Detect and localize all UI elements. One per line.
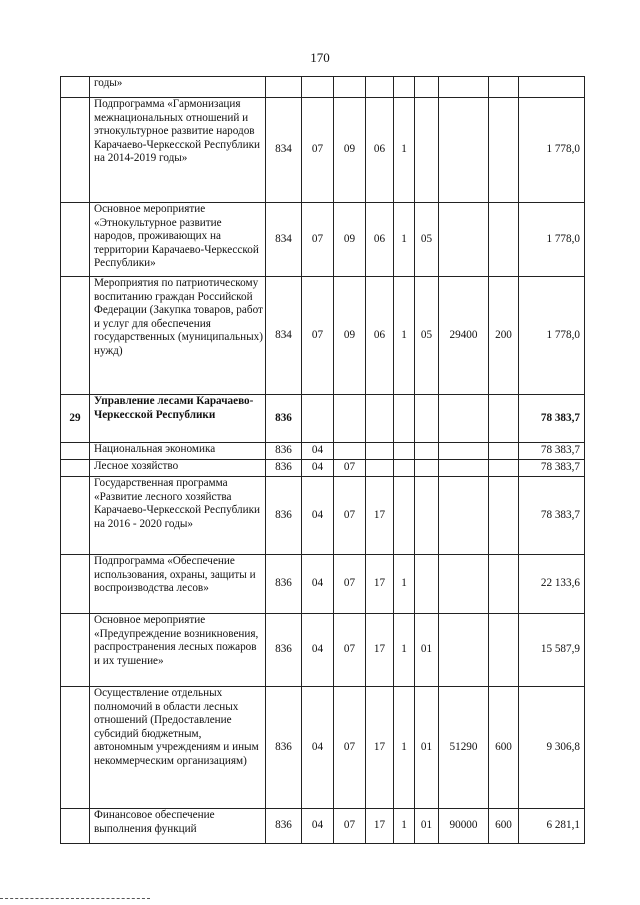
expense-type-code-cell — [489, 477, 519, 555]
subprogram-code-cell: 1 — [394, 277, 415, 395]
table-row — [61, 477, 585, 555]
subsection-code-cell: 09 — [334, 203, 366, 277]
direction-code-cell — [439, 614, 489, 687]
program-code-cell: 06 — [366, 277, 394, 395]
section-code-cell: 04 — [302, 555, 334, 614]
subprogram-code-cell — [394, 443, 415, 460]
ved-code-cell: 836 — [266, 687, 302, 809]
section-code-cell: 07 — [302, 203, 334, 277]
row-name-cell: Мероприятия по патриотическому воспитанию граждан Российской Федерации (Закупка товаров, работ и услуг для обеспечения государственных (муниципальных) нужд) — [90, 277, 266, 395]
direction-code-cell — [439, 98, 489, 203]
table-row — [61, 460, 585, 477]
row-number-cell — [61, 687, 90, 809]
program-code-cell: 17 — [366, 614, 394, 687]
section-code-cell: 07 — [302, 98, 334, 203]
expense-type-code-cell — [489, 443, 519, 460]
amount-cell: 1 778,0 — [519, 277, 585, 395]
ved-code-cell: 836 — [266, 395, 302, 443]
subprogram-code-cell — [394, 77, 415, 98]
expense-type-code-cell — [489, 203, 519, 277]
expense-type-code-cell — [489, 395, 519, 443]
section-code-cell: 04 — [302, 477, 334, 555]
program-code-cell — [366, 443, 394, 460]
expense-type-code-cell — [489, 77, 519, 98]
row-name-cell: Подпрограмма «Обеспечение использования, охраны, защиты и воспроизводства лесов» — [90, 555, 266, 614]
subsection-code-cell — [334, 395, 366, 443]
ved-code-cell: 836 — [266, 809, 302, 844]
direction-code-cell: 29400 — [439, 277, 489, 395]
amount-cell: 78 383,7 — [519, 460, 585, 477]
row-number-cell — [61, 203, 90, 277]
direction-code-cell: 51290 — [439, 687, 489, 809]
table-row — [61, 98, 585, 203]
measure-code-cell: 01 — [415, 809, 439, 844]
section-code-cell: 04 — [302, 687, 334, 809]
table-row — [61, 203, 585, 277]
amount-cell: 6 281,1 — [519, 809, 585, 844]
ved-code-cell: 836 — [266, 443, 302, 460]
table-row — [61, 77, 585, 98]
ved-code-cell: 834 — [266, 203, 302, 277]
measure-code-cell: 01 — [415, 614, 439, 687]
expense-type-code-cell: 600 — [489, 809, 519, 844]
direction-code-cell: 90000 — [439, 809, 489, 844]
amount-cell — [519, 77, 585, 98]
subprogram-code-cell: 1 — [394, 687, 415, 809]
direction-code-cell — [439, 460, 489, 477]
row-number-cell — [61, 460, 90, 477]
table-row — [61, 443, 585, 460]
table-row — [61, 687, 585, 809]
section-code-cell: 04 — [302, 443, 334, 460]
measure-code-cell — [415, 395, 439, 443]
section-code-cell — [302, 77, 334, 98]
table-row — [61, 614, 585, 687]
page-number: 170 — [310, 50, 330, 65]
program-code-cell: 17 — [366, 477, 394, 555]
subprogram-code-cell: 1 — [394, 98, 415, 203]
expense-type-code-cell — [489, 460, 519, 477]
amount-cell: 78 383,7 — [519, 443, 585, 460]
expense-type-code-cell — [489, 614, 519, 687]
measure-code-cell — [415, 77, 439, 98]
amount-cell: 9 306,8 — [519, 687, 585, 809]
row-number-cell — [61, 477, 90, 555]
subsection-code-cell: 07 — [334, 614, 366, 687]
measure-code-cell — [415, 555, 439, 614]
program-code-cell — [366, 460, 394, 477]
section-code-cell — [302, 395, 334, 443]
table-row — [61, 555, 585, 614]
row-number-cell — [61, 98, 90, 203]
program-code-cell: 17 — [366, 687, 394, 809]
subprogram-code-cell — [394, 395, 415, 443]
subprogram-code-cell: 1 — [394, 555, 415, 614]
row-name-cell: Основное мероприятие «Предупреждение возникновения, распространения лесных пожаров и их тушение» — [90, 614, 266, 687]
section-code-cell: 04 — [302, 614, 334, 687]
expense-type-code-cell — [489, 98, 519, 203]
direction-code-cell — [439, 77, 489, 98]
subsection-code-cell: 07 — [334, 809, 366, 844]
row-number-cell — [61, 809, 90, 844]
expense-type-code-cell: 200 — [489, 277, 519, 395]
row-name-cell: годы» — [90, 77, 266, 98]
amount-cell: 78 383,7 — [519, 395, 585, 443]
row-number-cell — [61, 555, 90, 614]
measure-code-cell — [415, 477, 439, 555]
table-row — [61, 395, 585, 443]
subprogram-code-cell — [394, 460, 415, 477]
measure-code-cell: 05 — [415, 203, 439, 277]
program-code-cell: 06 — [366, 98, 394, 203]
table-row — [61, 277, 585, 395]
amount-cell: 78 383,7 — [519, 477, 585, 555]
amount-cell: 1 778,0 — [519, 98, 585, 203]
subsection-code-cell: 07 — [334, 477, 366, 555]
section-code-cell: 04 — [302, 809, 334, 844]
subprogram-code-cell: 1 — [394, 614, 415, 687]
ved-code-cell: 836 — [266, 477, 302, 555]
ved-code-cell: 834 — [266, 277, 302, 395]
measure-code-cell — [415, 98, 439, 203]
measure-code-cell — [415, 443, 439, 460]
subprogram-code-cell: 1 — [394, 809, 415, 844]
subprogram-code-cell: 1 — [394, 203, 415, 277]
ved-code-cell: 834 — [266, 98, 302, 203]
expense-type-code-cell: 600 — [489, 687, 519, 809]
row-number-cell — [61, 443, 90, 460]
budget-table — [60, 76, 585, 844]
measure-code-cell: 01 — [415, 687, 439, 809]
row-name-cell: Управление лесами Карачаево-Черкесской Республики — [90, 395, 266, 443]
subsection-code-cell — [334, 443, 366, 460]
subsection-code-cell: 09 — [334, 98, 366, 203]
program-code-cell — [366, 77, 394, 98]
subprogram-code-cell — [394, 477, 415, 555]
amount-cell: 22 133,6 — [519, 555, 585, 614]
direction-code-cell — [439, 477, 489, 555]
row-name-cell: Основное мероприятие «Этнокультурное развитие народов, проживающих на территории Карачаево-Черкесской Республики» — [90, 203, 266, 277]
subsection-code-cell: 09 — [334, 277, 366, 395]
program-code-cell: 17 — [366, 555, 394, 614]
row-name-cell: Финансовое обеспечение выполнения функций — [90, 809, 266, 844]
direction-code-cell — [439, 555, 489, 614]
budget-table-body — [61, 77, 585, 844]
row-number-cell — [61, 614, 90, 687]
amount-cell: 1 778,0 — [519, 203, 585, 277]
direction-code-cell — [439, 443, 489, 460]
section-code-cell: 04 — [302, 460, 334, 477]
row-name-cell: Государственная программа «Развитие лесного хозяйства Карачаево-Черкесской Республики на 2016 - 2020 годы» — [90, 477, 266, 555]
footer-divider — [0, 898, 150, 899]
subsection-code-cell: 07 — [334, 460, 366, 477]
ved-code-cell: 836 — [266, 555, 302, 614]
program-code-cell: 06 — [366, 203, 394, 277]
ved-code-cell: 836 — [266, 614, 302, 687]
row-name-cell: Подпрограмма «Гармонизация межнациональных отношений и этнокультурное развитие народов Карачаево-Черкесской Республики на 2014-2019 годы» — [90, 98, 266, 203]
subsection-code-cell: 07 — [334, 687, 366, 809]
row-name-cell: Осуществление отдельных полномочий в области лесных отношений (Предоставление субсидий бюджетным, автономным учреждениям и иным некоммерческим организациям) — [90, 687, 266, 809]
subsection-code-cell: 07 — [334, 555, 366, 614]
amount-cell: 15 587,9 — [519, 614, 585, 687]
row-number-cell: 29 — [61, 395, 90, 443]
direction-code-cell — [439, 203, 489, 277]
row-name-cell: Национальная экономика — [90, 443, 266, 460]
row-name-cell: Лесное хозяйство — [90, 460, 266, 477]
expense-type-code-cell — [489, 555, 519, 614]
measure-code-cell — [415, 460, 439, 477]
subsection-code-cell — [334, 77, 366, 98]
direction-code-cell — [439, 395, 489, 443]
table-row — [61, 809, 585, 844]
ved-code-cell — [266, 77, 302, 98]
ved-code-cell: 836 — [266, 460, 302, 477]
section-code-cell: 07 — [302, 277, 334, 395]
program-code-cell: 17 — [366, 809, 394, 844]
row-number-cell — [61, 277, 90, 395]
measure-code-cell: 05 — [415, 277, 439, 395]
row-number-cell — [61, 77, 90, 98]
program-code-cell — [366, 395, 394, 443]
